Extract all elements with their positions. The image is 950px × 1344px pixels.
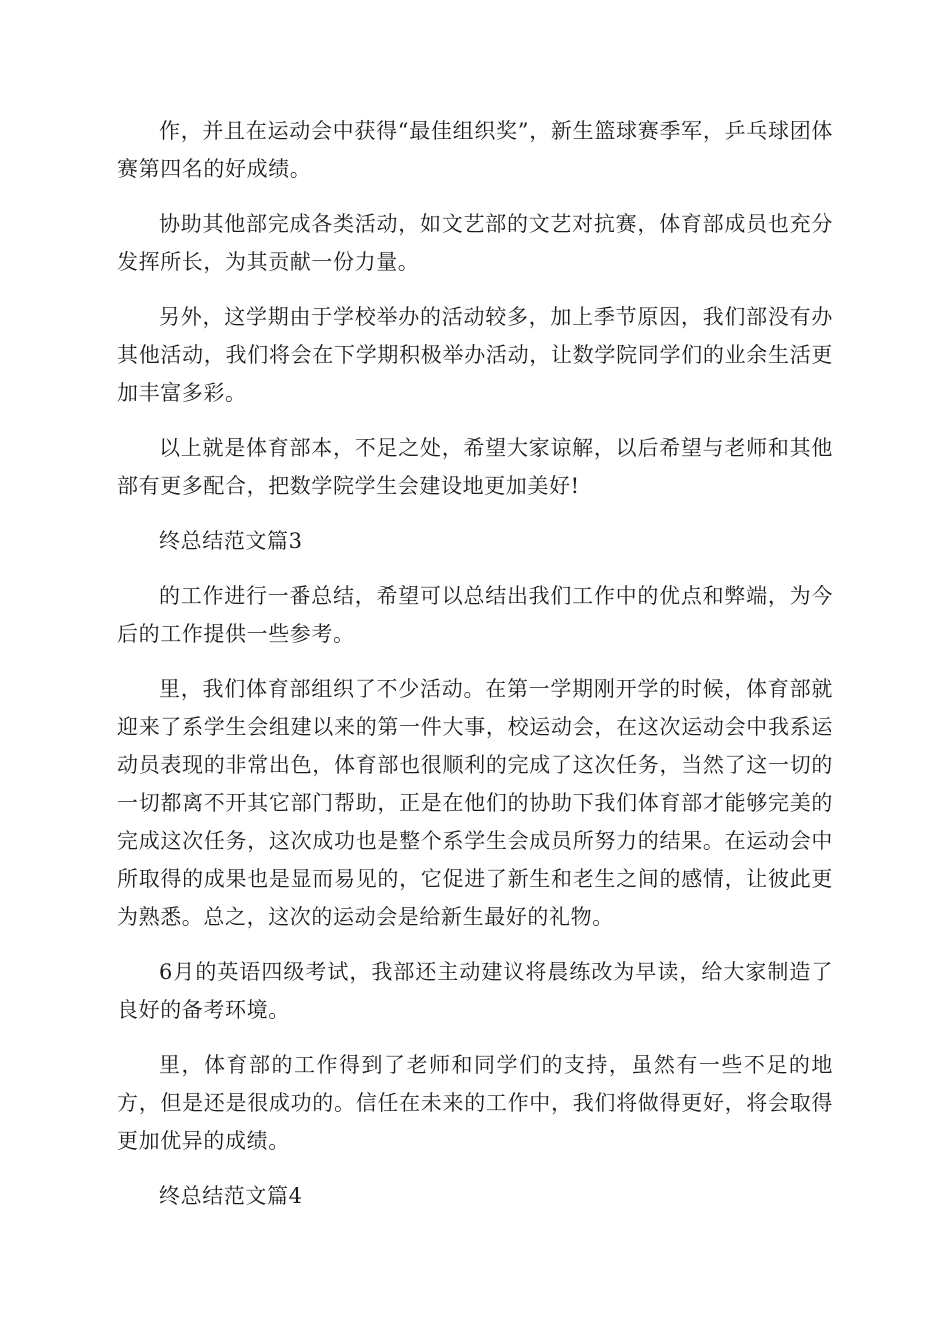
paragraph-2: 协助其他部完成各类活动，如文艺部的文艺对抗赛，体育部成员也充分发挥所长，为其贡献一份力量。 [117,212,833,274]
paragraph-8: 里，体育部的工作得到了老师和同学们的支持，虽然有一些不足的地方，但是还是很成功的。信任在未来的工作中，我们将做得更好，将会取得更加优异的成绩。 [117,1053,833,1153]
paragraph-6: 里，我们体育部组织了不少活动。在第一学期刚开学的时候，体育部就迎来了系学生会组建以来的第一件大事，校运动会，在这次运动会中我系运动员表现的非常出色，体育部也很顺利的完成了这次任务，当然了这一切的一切都离不开其它部门帮助，正是在他们的协助下我们体育部才能够完美的完成这次任务，这次成功也是整个系学生会成员所努力的结果。在运动会中所取得的成果也是显而易见的，它促进了新生和老生之间的感情，让彼此更为熟悉。总之，这次的运动会是给新生最好的礼物。 [117,677,833,929]
document-body [117,112,833,1232]
paragraph-4: 以上就是体育部本，不足之处，希望大家谅解，以后希望与老师和其他部有更多配合，把数学院学生会建设地更加美好! [117,436,833,498]
paragraph-7: 6月的英语四级考试，我部还主动建议将晨练改为早读，给大家制造了良好的备考环境。 [117,960,833,1022]
paragraph-1: 作，并且在运动会中获得“最佳组织奖”，新生篮球赛季军，乒乓球团体赛第四名的好成绩。 [117,119,833,181]
paragraph-3: 另外，这学期由于学校举办的活动较多，加上季节原因，我们部没有办其他活动，我们将会在下学期积极举办活动，让数学院同学们的业余生活更加丰富多彩。 [117,305,833,405]
section-heading-3: 终总结范文篇3 [159,529,303,553]
section-heading-4: 终总结范文篇4 [159,1184,303,1208]
paragraph-5: 的工作进行一番总结，希望可以总结出我们工作中的优点和弊端，为今后的工作提供一些参考。 [117,584,833,646]
